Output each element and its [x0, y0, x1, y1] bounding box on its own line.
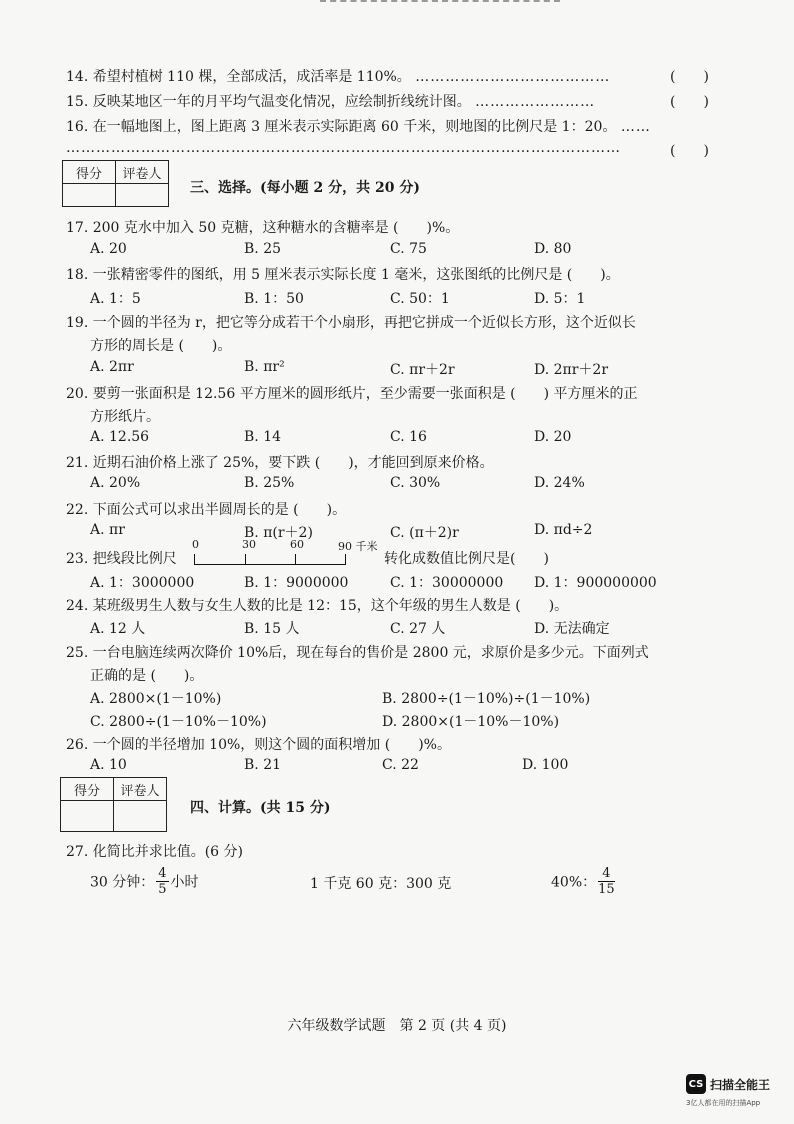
question-16-answer-paren[interactable]: ( ) [670, 143, 709, 159]
scale-label-30: 30 [242, 538, 256, 551]
question-18-option-a[interactable]: A. 1：5 [90, 291, 141, 307]
question-22-option-d[interactable]: D. πd÷2 [534, 522, 593, 538]
question-14-dots: ………………………………… [415, 69, 611, 85]
question-25-option-d[interactable]: D. 2800×(1－10%－10%) [382, 714, 560, 730]
question-22-option-c[interactable]: C. (π＋2)r [390, 525, 459, 541]
question-19-option-c[interactable]: C. πr＋2r [390, 362, 455, 378]
question-22-option-b[interactable]: B. π(r＋2) [244, 525, 313, 541]
question-15-text: 15. 反映某地区一年的月平均气温变化情况，应绘制折线统计图。 [66, 94, 471, 110]
question-20-option-c[interactable]: C. 16 [390, 429, 427, 445]
question-19-option-a[interactable]: A. 2πr [90, 359, 134, 375]
scanner-watermark [686, 1074, 770, 1094]
question-25-option-a[interactable]: A. 2800×(1－10%) [90, 691, 222, 707]
question-16-text: 16. 在一幅地图上，图上距离 3 厘米表示实际距离 60 千米，则地图的比例尺是 1：20。 [66, 119, 617, 135]
question-18-option-b[interactable]: B. 1：50 [244, 291, 304, 307]
scale-label-60: 60 [290, 538, 304, 551]
item1-fraction [156, 866, 168, 897]
question-25-option-c[interactable]: C. 2800÷(1－10%－10%) [90, 714, 267, 730]
question-20-stem-line2: 方形纸片。 [90, 409, 160, 425]
question-20-option-d[interactable]: D. 20 [534, 429, 572, 445]
question-24-option-d[interactable]: D. 无法确定 [534, 621, 610, 637]
item1-numerator: 4 [158, 866, 167, 881]
question-19-option-b[interactable]: B. πr² [244, 359, 285, 375]
question-20-option-a[interactable]: A. 12.56 [90, 429, 150, 445]
section3-title: 三、选择。(每小题 2 分，共 20 分) [190, 180, 420, 196]
question-17-option-a[interactable]: A. 20 [90, 241, 127, 257]
section4-title: 四、计算。(共 15 分) [190, 800, 331, 816]
question-27-item-3 [551, 866, 617, 897]
question-14-answer-paren[interactable]: ( ) [670, 69, 709, 85]
question-16-dots: …… [620, 119, 651, 135]
item1-denominator: 5 [158, 882, 167, 897]
question-16 [66, 116, 651, 136]
question-27-item-1 [90, 866, 199, 897]
item3-text-a: 40%： [551, 874, 597, 891]
question-15-answer-paren[interactable]: ( ) [670, 94, 709, 110]
question-27-item-2: 1 千克 60 克：300 克 [310, 876, 452, 892]
question-19-option-d[interactable]: D. 2πr＋2r [534, 362, 609, 378]
grader-label: 评卷人 [116, 161, 169, 184]
question-22-option-a[interactable]: A. πr [90, 522, 125, 538]
question-17-stem: 17. 200 克水中加入 50 克糖，这种糖水的含糖率是 ( )%。 [66, 220, 460, 236]
question-26-option-b[interactable]: B. 21 [244, 757, 282, 773]
question-23-option-b[interactable]: B. 1：9000000 [244, 575, 349, 591]
question-17-option-b[interactable]: B. 25 [244, 241, 282, 257]
item3-fraction [598, 866, 615, 897]
question-24-option-b[interactable]: B. 15 人 [244, 621, 300, 637]
question-23-stem-b: 转化成数值比例尺是( ) [384, 551, 549, 567]
score-box-section4 [60, 777, 167, 832]
question-23-option-d[interactable]: D. 1：900000000 [534, 575, 657, 591]
question-15 [66, 91, 595, 111]
question-19-stem: 19. 一个圆的半径为 r，把它等分成若干个小扇形，再把它拼成一个近似长方形，这个近似长 [66, 315, 636, 331]
grader-label: 评卷人 [114, 778, 167, 801]
scale-tick-30 [245, 554, 246, 564]
item1-text-b: 小时 [170, 874, 199, 891]
watermark-subtitle: 3亿人都在用的扫描App [686, 1099, 761, 1107]
score-cell[interactable] [63, 184, 116, 207]
question-17-option-d[interactable]: D. 80 [534, 241, 572, 257]
question-26-option-d[interactable]: D. 100 [522, 757, 569, 773]
score-cell[interactable] [61, 801, 114, 832]
question-18-option-c[interactable]: C. 50：1 [390, 291, 450, 307]
camscanner-logo-icon: CS [686, 1074, 706, 1094]
line-segment-scale [194, 554, 346, 565]
grader-cell[interactable] [114, 801, 167, 832]
scale-label-90km: 90 千米 [338, 540, 378, 553]
watermark-name: 扫描全能王 [710, 1077, 771, 1092]
question-26-stem: 26. 一个圆的半径增加 10%，则这个圆的面积增加 ( )%。 [66, 737, 451, 753]
question-25-option-b[interactable]: B. 2800÷(1－10%)÷(1－10%) [382, 691, 591, 707]
page-footer: 六年级数学试题 第 2 页 (共 4 页) [287, 1018, 507, 1034]
question-24-option-a[interactable]: A. 12 人 [90, 621, 146, 637]
question-15-dots: …………………… [475, 94, 596, 110]
scan-edge-mark [320, 0, 560, 8]
question-14-text: 14. 希望村植树 110 棵，全部成活，成活率是 110%。 [66, 69, 411, 85]
score-box-section3 [62, 160, 169, 207]
score-label: 得分 [61, 778, 114, 801]
question-21-option-d[interactable]: D. 24% [534, 475, 585, 491]
question-21-stem: 21. 近期石油价格上涨了 25%，要下跌 ( )，才能回到原来价格。 [66, 455, 494, 471]
question-23-stem-a: 23. 把线段比例尺 [66, 551, 177, 567]
question-23-option-c[interactable]: C. 1：30000000 [390, 575, 504, 591]
question-27-stem: 27. 化简比并求比值。(6 分) [66, 844, 243, 860]
question-26-option-c[interactable]: C. 22 [382, 757, 419, 773]
question-18-option-d[interactable]: D. 5：1 [534, 291, 586, 307]
question-23-option-a[interactable]: A. 1：3000000 [90, 575, 195, 591]
question-24-stem: 24. 某班级男生人数与女生人数的比是 12：15，这个年级的男生人数是 ( )。 [66, 598, 569, 614]
question-24-option-c[interactable]: C. 27 人 [390, 621, 446, 637]
question-20-option-b[interactable]: B. 14 [244, 429, 282, 445]
item3-denominator: 15 [598, 882, 615, 897]
question-22-stem: 22. 下面公式可以求出半圆周长的是 ( )。 [66, 502, 347, 518]
question-14 [66, 66, 610, 86]
question-20-stem: 20. 要剪一张面积是 12.56 平方厘米的圆形纸片，至少需要一张面积是 ( ) 平方厘米的正 [66, 386, 638, 402]
grader-cell[interactable] [116, 184, 169, 207]
question-26-option-a[interactable]: A. 10 [90, 757, 127, 773]
scale-tick-60 [295, 554, 296, 564]
question-25-stem: 25. 一台电脑连续两次降价 10%后，现在每台的售价是 2800 元，求原价是多少元。下面列式 [66, 645, 649, 661]
question-19-stem-line2: 方形的周长是 ( )。 [90, 338, 232, 354]
item3-numerator: 4 [598, 866, 615, 882]
scale-label-0: 0 [192, 538, 199, 551]
question-16-dots-line2: ………………………………………………………………………………………………… [66, 140, 621, 156]
question-21-option-c[interactable]: C. 30% [390, 475, 441, 491]
question-25-stem-line2: 正确的是 ( )。 [90, 668, 204, 684]
score-label: 得分 [63, 161, 116, 184]
question-21-option-b[interactable]: B. 25% [244, 475, 295, 491]
question-18-stem: 18. 一张精密零件的图纸，用 5 厘米表示实际长度 1 毫米，这张图纸的比例尺是 ( )。 [66, 267, 620, 283]
item1-text-a: 30 分钟： [90, 874, 155, 891]
question-21-option-a[interactable]: A. 20% [90, 475, 141, 491]
question-17-option-c[interactable]: C. 75 [390, 241, 427, 257]
